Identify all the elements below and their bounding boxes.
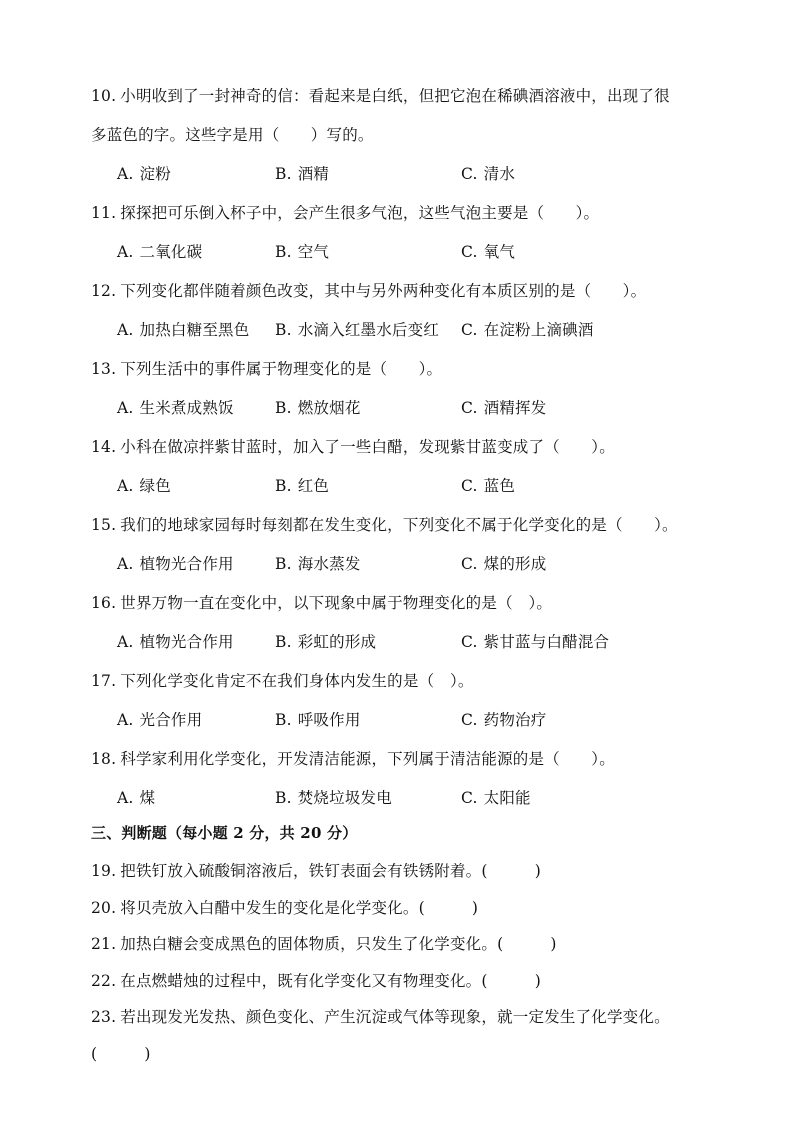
judgment-20 xyxy=(91,896,478,918)
question-text: 小明收到了一封神奇的信：看起来是白纸，但把它泡在稀碘酒溶液中，出现了很 xyxy=(120,87,670,105)
question-text: 加热白糖会变成黑色的固体物质，只发生了化学变化。( ) xyxy=(120,935,557,953)
section-heading: 三、判断题（每小题 2 分，共 20 分） xyxy=(91,824,358,842)
option-b[interactable]: B. 红色 xyxy=(275,477,330,495)
question-18 xyxy=(91,747,615,769)
question-number: 22. xyxy=(91,972,117,990)
option-c[interactable]: C. 紫甘蓝与白醋混合 xyxy=(461,633,610,651)
question-number: 18. xyxy=(91,750,117,768)
option-b[interactable]: B. 燃放烟花 xyxy=(275,399,361,417)
question-text: 小科在做凉拌紫甘蓝时，加入了一些白醋，发现紫甘蓝变成了（ ）。 xyxy=(120,438,615,456)
question-11 xyxy=(91,201,599,223)
option-b[interactable]: B. 酒精 xyxy=(275,165,330,183)
judgment-19 xyxy=(91,859,541,881)
question-text: 世界万物一直在变化中，以下现象中属于物理变化的是（ ）。 xyxy=(120,594,553,612)
question-text: 在点燃蜡烛的过程中，既有化学变化又有物理变化。( ) xyxy=(120,972,541,990)
option-a[interactable]: A. 植物光合作用 xyxy=(117,555,234,573)
option-a[interactable]: A. 煤 xyxy=(117,789,156,807)
question-number: 12. xyxy=(91,282,117,300)
question-text: 将贝壳放入白醋中发生的变化是化学变化。( ) xyxy=(120,899,479,917)
question-17 xyxy=(91,669,474,691)
question-number: 10. xyxy=(91,87,117,105)
option-b[interactable]: B. 焚烧垃圾发电 xyxy=(275,789,392,807)
option-a[interactable]: A. 二氧化碳 xyxy=(117,243,203,261)
option-a[interactable]: A. 生米煮成熟饭 xyxy=(117,399,234,417)
question-number: 13. xyxy=(91,360,117,378)
option-c[interactable]: C. 太阳能 xyxy=(461,789,531,807)
question-15 xyxy=(91,513,678,535)
option-b[interactable]: B. 呼吸作用 xyxy=(275,711,361,729)
question-12 xyxy=(91,279,646,301)
question-text: 我们的地球家园每时每刻都在发生变化，下列变化不属于化学变化的是（ ）。 xyxy=(120,516,678,534)
option-c[interactable]: C. 药物治疗 xyxy=(461,711,547,729)
option-a[interactable]: A. 植物光合作用 xyxy=(117,633,234,651)
option-a[interactable]: A. 加热白糖至黑色 xyxy=(117,321,250,339)
question-14 xyxy=(91,435,615,457)
option-c[interactable]: C. 在淀粉上滴碘酒 xyxy=(461,321,594,339)
question-number: 16. xyxy=(91,594,117,612)
question-number: 14. xyxy=(91,438,117,456)
judgment-23 xyxy=(91,1005,670,1027)
question-13 xyxy=(91,357,442,379)
option-a[interactable]: A. 绿色 xyxy=(117,477,171,495)
option-c[interactable]: C. 酒精挥发 xyxy=(461,399,547,417)
option-c[interactable]: C. 煤的形成 xyxy=(461,555,547,573)
question-text: 科学家利用化学变化，开发清洁能源，下列属于清洁能源的是（ ）。 xyxy=(120,750,615,768)
question-number: 11. xyxy=(91,204,117,222)
option-a[interactable]: A. 淀粉 xyxy=(117,165,171,183)
question-number: 19. xyxy=(91,862,117,880)
question-text: 探探把可乐倒入杯子中，会产生很多气泡，这些气泡主要是（ ）。 xyxy=(120,204,600,222)
option-a[interactable]: A. 光合作用 xyxy=(117,711,203,729)
question-16 xyxy=(91,591,552,613)
option-b[interactable]: B. 彩虹的形成 xyxy=(275,633,377,651)
option-b[interactable]: B. 空气 xyxy=(275,243,330,261)
option-b[interactable]: B. 海水蒸发 xyxy=(275,555,361,573)
question-text: 下列生活中的事件属于物理变化的是（ ）。 xyxy=(120,360,443,378)
question-text: 下列化学变化肯定不在我们身体内发生的是（ ）。 xyxy=(120,672,474,690)
option-b[interactable]: B. 水滴入红墨水后变红 xyxy=(275,321,440,339)
option-c[interactable]: C. 蓝色 xyxy=(461,477,516,495)
question-number: 21. xyxy=(91,935,117,953)
option-c[interactable]: C. 氧气 xyxy=(461,243,516,261)
question-number: 17. xyxy=(91,672,117,690)
judgment-22 xyxy=(91,969,541,991)
judgment-21 xyxy=(91,932,557,954)
question-10-line-1 xyxy=(91,84,670,106)
question-number: 15. xyxy=(91,516,117,534)
judgment-23-answer-blank[interactable]: ( ) xyxy=(91,1045,151,1063)
question-text: 若出现发光发热、颜色变化、产生沉淀或气体等现象，就一定发生了化学变化。 xyxy=(120,1008,670,1026)
question-text: 把铁钉放入硫酸铜溶液后，铁钉表面会有铁锈附着。( ) xyxy=(120,862,541,880)
option-c[interactable]: C. 清水 xyxy=(461,165,516,183)
question-number: 20. xyxy=(91,899,117,917)
question-number: 23. xyxy=(91,1008,117,1026)
question-text: 下列变化都伴随着颜色改变，其中与另外两种变化有本质区别的是（ ）。 xyxy=(120,282,647,300)
question-10-line-2: 多蓝色的字。这些字是用（ ）写的。 xyxy=(91,126,374,144)
